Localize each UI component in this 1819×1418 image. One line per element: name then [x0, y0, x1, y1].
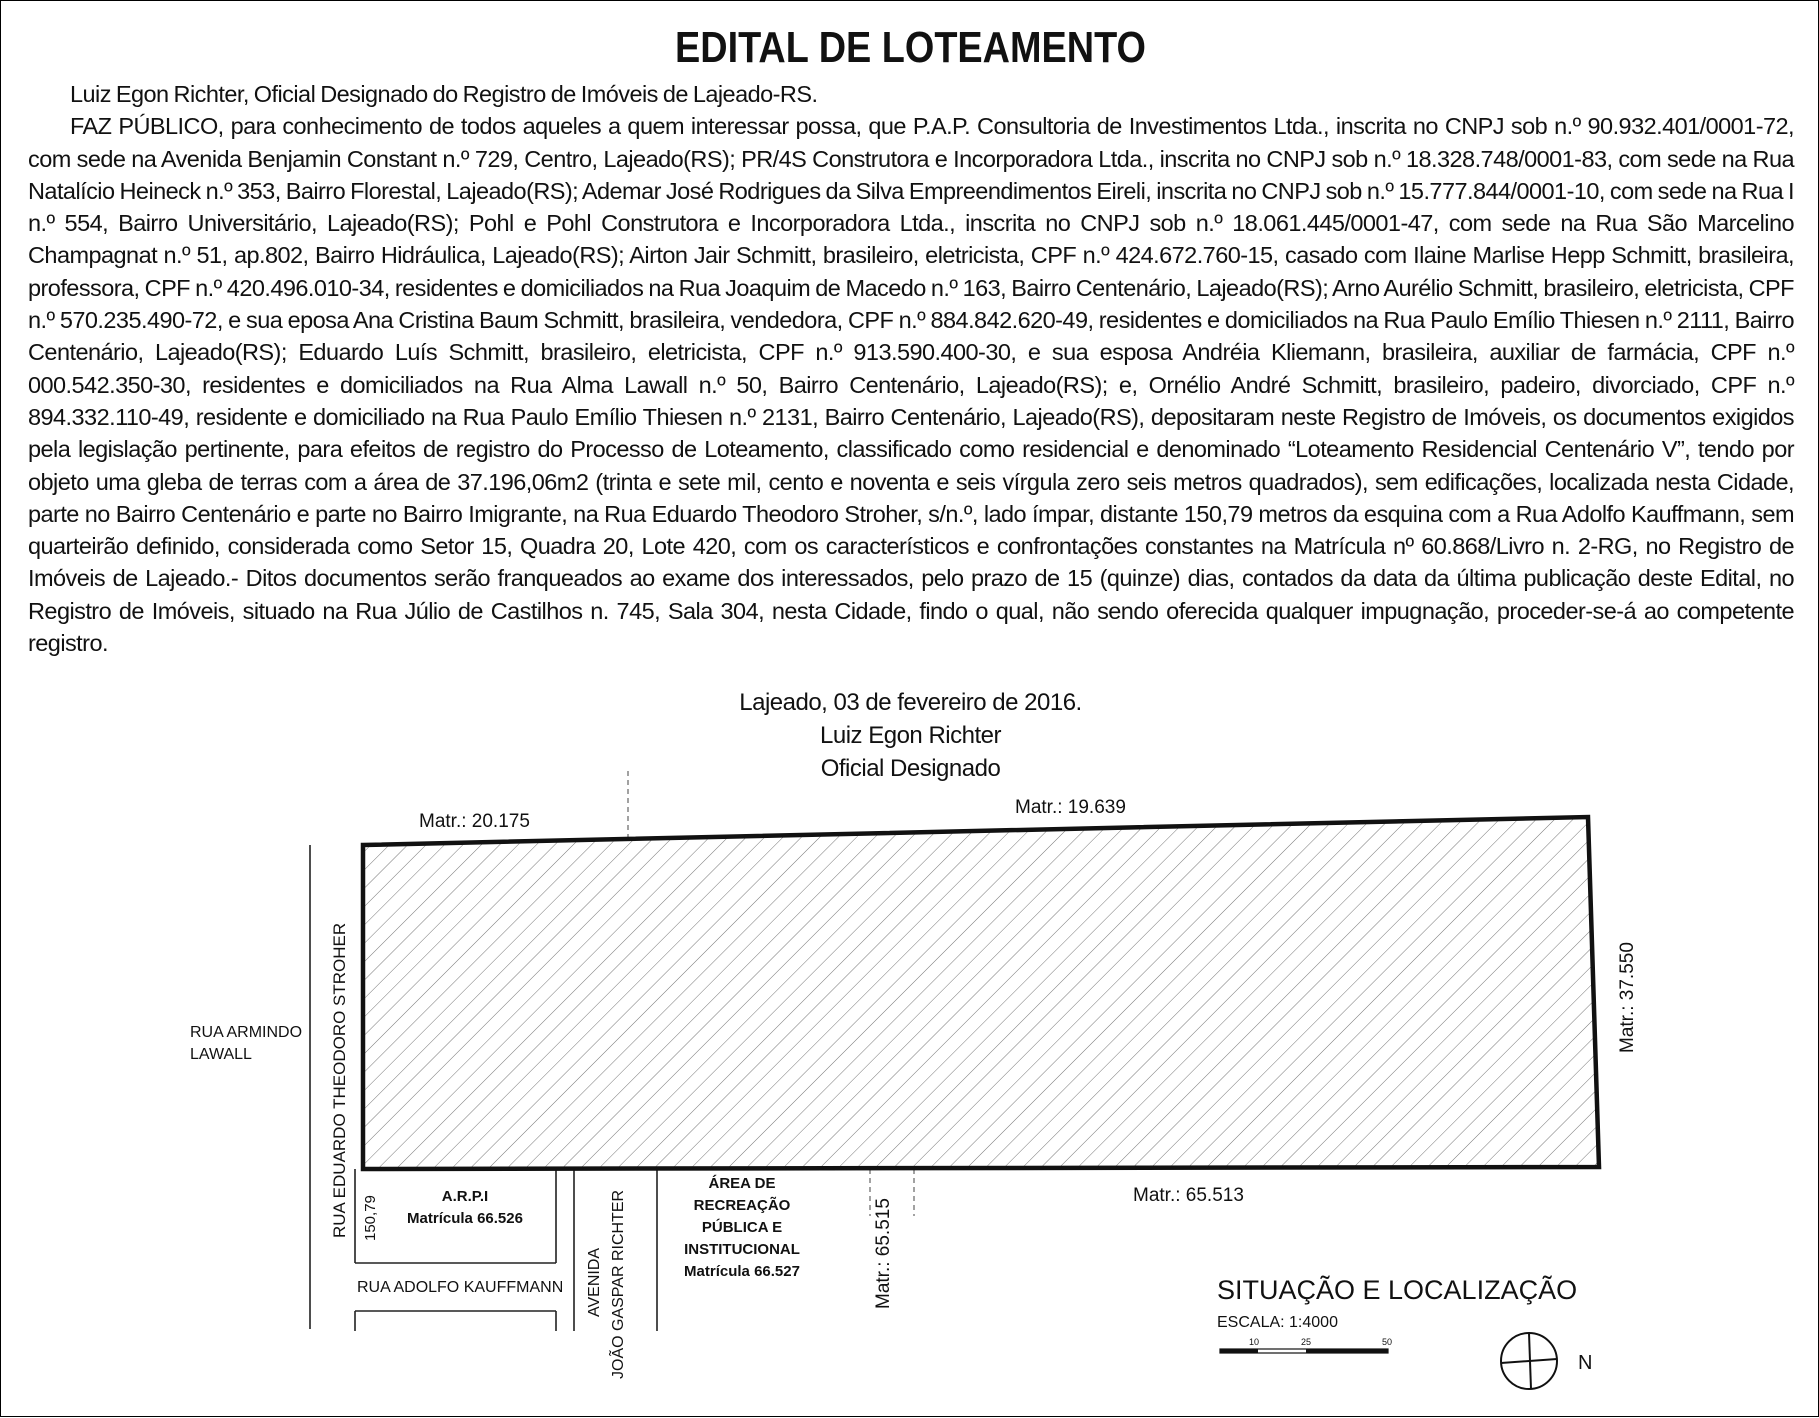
intro-paragraph: Luiz Egon Richter, Oficial Designado do Registro de Imóveis de Lajeado-RS. [70, 81, 818, 107]
matr-right-label: Matr.: 37.550 [1617, 942, 1638, 1053]
distance-label: 150,79 [362, 1195, 379, 1241]
matr-top-right-label: Matr.: 19.639 [1015, 797, 1126, 818]
matr-top-left-label: Matr.: 20.175 [419, 811, 530, 832]
scale-tick-25: 25 [1301, 1337, 1312, 1347]
street-stroher-label: RUA EDUARDO THEODORO STROHER [330, 922, 349, 1238]
matr-bottom-vertical-label: Matr.: 65.515 [873, 1198, 894, 1309]
scale-label: ESCALA: 1:4000 [1217, 1314, 1338, 1331]
matr-bottom-label: Matr.: 65.513 [1133, 1185, 1244, 1206]
signature-place-date: Lajeado, 03 de fevereiro de 2016. [739, 689, 1082, 716]
avenue-label-1: AVENIDA [586, 1247, 603, 1317]
area-label-4: INSTITUCIONAL [684, 1241, 800, 1258]
area-label-2: RECREAÇÃO [693, 1197, 791, 1214]
situation-title: SITUAÇÃO E LOCALIZAÇÃO [1217, 1275, 1578, 1305]
street-armindo-label-2: LAWALL [190, 1046, 252, 1063]
avenue-label-2: JOÃO GASPAR RICHTER [610, 1189, 627, 1379]
document-title: EDITAL DE LOTEAMENTO [675, 23, 1146, 72]
situation-map [1, 1, 1819, 1418]
area-matricula: Matrícula 66.527 [684, 1263, 800, 1280]
street-armindo-label-1: RUA ARMINDO [190, 1024, 303, 1041]
main-paragraph: FAZ PÚBLICO, para conhecimento de todos aqueles a quem interessar possa, que P.A.P. Consultoria de Investimentos Ltda., inscrita no CNPJ sob n.º 90.932.401/0001-72, com sede na Avenida Benjamin Constant n.º 729, Centro, Lajeado(RS); PR/4S Construtora e Incorporadora Ltda., inscrita no CNPJ sob n.º 18.328.748/0001-83, com sede na Rua Natalício Heineck n.º 353, Bairro Florestal, Lajeado(RS); Ademar José Rodrigues da Silva Empreendimentos Eireli, inscrita no CNPJ sob n.º 15.777.844/0001-10, com sede na Rua I n.º 554, Bairro Universitário, Lajeado(RS); Pohl e Pohl Construtora e Incorporadora Ltda., inscrita no CNPJ sob n.º 18.061.445/0001-47, com sede na Rua São Marcelino Champagnat n.º 51, ap.802, Bairro Hidráulica, Lajeado(RS); Airton Jair Schmitt, brasileiro, eletricista, CPF n.º 424.672.760-15, casado com Ilaine Marlise Hepp Schmitt, brasileira, professora, CPF n.º 420.496.010-34, residentes e domiciliados na Rua Joaquim de Macedo n.º 163, Bairro Centenário, Lajeado(RS); Arno Aurélio Schmitt, brasileiro, eletricista, CPF n.º 570.235.490-72, e sua eposa Ana Cristina Baum Schmitt, brasileira, vendedora, CPF n.º 884.842.620-49, residentes e domiciliados na Rua Paulo Emílio Thiesen n.º 2111, Bairro Centenário, Lajeado(RS); Eduardo Luís Schmitt, brasileiro, eletricista, CPF n.º 913.590.400-30, e sua esposa Andréia Kliemann, brasileira, auxiliar de farmácia, CPF n.º 000.542.350-30, residentes e domiciliados na Rua Alma Lawall n.º 50, Bairro Centenário, Lajeado(RS); e, Ornélio André Schmitt, brasileiro, padeiro, divorciado, CPF n.º 894.332.110-49, residente e domiciliado na Rua Paulo Emílio Thiesen n.º 2131, Bairro Centenário, Lajeado(RS), depositaram neste Registro de Imóveis, os documentos exigidos pela legislação pertinente, para efeitos de registro do Processo de Loteamento, classificado como residencial e denominado “Loteamento Residencial Centenário V”, tendo por objeto uma gleba de terras com a área de 37.196,06m2 (trinta e sete mil, cento e noventa e seis vírgula zero seis metros quadrados), sem edificações, localizada nesta Cidade, parte no Bairro Centenário e parte no Bairro Imigrante, na Rua Eduardo Theodoro Stroher, s/n.º, lado ímpar, distante 150,79 metros da esquina com a Rua Adolfo Kauffmann, sem quarteirão definido, considerada como Setor 15, Quadra 20, Lote 420, com os característicos e confrontações constantes na Matrícula nº 60.868/Livro n. 2-RG, no Registro de Imóveis de Lajeado.- Ditos documentos serão franqueados ao exame dos interessados, pelo prazo de 15 (quinze) dias, contados da data da última publicação deste Edital, no Registro de Imóveis, situado na Rua Júlio de Castilhos n. 745, Sala 304, nesta Cidade, findo o qual, não sendo oferecida qualquer impugnação, proceder-se-á ao competente registro. [28, 113, 1794, 657]
plot-polygon [363, 817, 1599, 1169]
north-label: N [1578, 1352, 1593, 1374]
arpi-matricula: Matrícula 66.526 [407, 1210, 523, 1227]
area-label-3: PÚBLICA E [701, 1219, 783, 1236]
signature-role: Oficial Designado [820, 755, 1001, 782]
north-compass-icon [1501, 1333, 1557, 1389]
area-label-1: ÁREA DE [708, 1175, 776, 1192]
arpi-label: A.R.P.I [441, 1188, 489, 1205]
scale-tick-50: 50 [1382, 1337, 1393, 1347]
signature-name: Luiz Egon Richter [820, 722, 1001, 749]
scale-bar [1220, 1337, 1392, 1353]
street-kauffmann-label: RUA ADOLFO KAUFFMANN [357, 1279, 564, 1296]
scale-tick-10: 10 [1249, 1337, 1260, 1347]
